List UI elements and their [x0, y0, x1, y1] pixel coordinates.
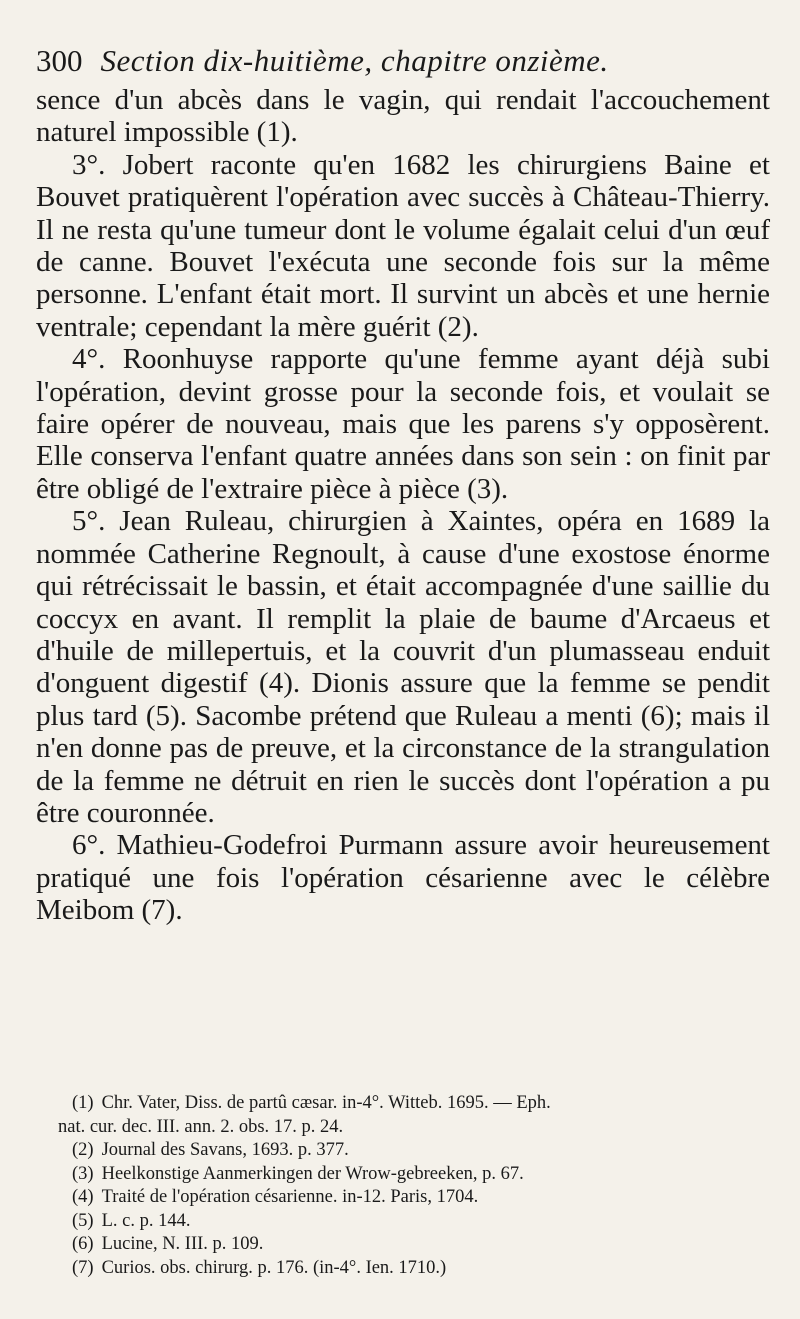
running-title: Section dix-huitième, chapitre onzième. — [100, 43, 609, 78]
paragraph-continued: sence d'un abcès dans le vagin, qui rendait l'accouchement naturel impossible (1). — [36, 84, 770, 149]
footnote-7: (7) Curios. obs. chirurg. p. 176. (in-4°. Ien. 1710.) — [72, 1257, 447, 1278]
footnote-1: (1) Chr. Vater, Diss. de partû cæsar. in-4°. Witteb. 1695. — Eph. — [72, 1093, 551, 1113]
page-number: 300 — [36, 43, 83, 78]
paragraph-6: 6°. Mathieu-Godefroi Purmann assure avoir heureusement pratiqué une fois l'opération césarienne avec le célèbre Meibom (7). — [36, 829, 770, 927]
footnotes — [58, 1092, 764, 1280]
paragraph-5: 5°. Jean Ruleau, chirurgien à Xaintes, opéra en 1689 la nommée Catherine Regnoult, à cause d'une exostose énorme qui rétrécissait le bassin, et était accompagnée d'une saillie du coccyx en avant. Il remplit la plaie de baume d'Arcaeus et d'huile de millepertuis, et la couvrit d'un plumasseau enduit d'onguent digestif (4). Dionis assure que la femme se pendit plus tard (5). Sacombe prétend que Ruleau a menti (6); mais il n'en donne pas de preuve, et la circonstance de la strangulation de la femme ne détruit en rien le succès dont l'opération a pu être couronnée. — [36, 505, 770, 829]
footnote-6: (6) Lucine, N. III. p. 109. — [72, 1234, 264, 1254]
page-header — [36, 42, 770, 80]
paragraph-3: 3°. Jobert raconte qu'en 1682 les chirurgiens Baine et Bouvet pratiquèrent l'opération avec succès à Château-Thierry. Il ne resta qu'une tumeur dont le volume égalait celui d'un œuf de canne. Bouvet l'exécuta une seconde fois sur la même personne. L'enfant était mort. Il survint un abcès et une hernie ventrale; cependant la mère guérit (2). — [36, 148, 770, 343]
footnote-3: (3) Heelkonstige Aanmerkingen der Wrow-gebreeken, p. 67. — [72, 1163, 524, 1184]
paragraph-4: 4°. Roonhuyse rapporte qu'une femme ayant déjà subi l'opération, devint grosse pour la seconde fois, et voulait se faire opérer de nouveau, mais que les parens s'y opposèrent. Elle conserva l'enfant quatre années dans son sein : on finit par être obligé de l'extraire pièce à pièce (3). — [36, 343, 770, 505]
footnote-1-continued: nat. cur. dec. III. ann. 2. obs. 17. p. 24. — [58, 1116, 344, 1137]
footnote-5: (5) L. c. p. 144. — [72, 1210, 191, 1231]
body-text — [36, 84, 770, 927]
footnote-4: (4) Traité de l'opération césarienne. in-12. Paris, 1704. — [72, 1187, 479, 1207]
footnote-2: (2) Journal des Savans, 1693. p. 377. — [72, 1140, 349, 1160]
